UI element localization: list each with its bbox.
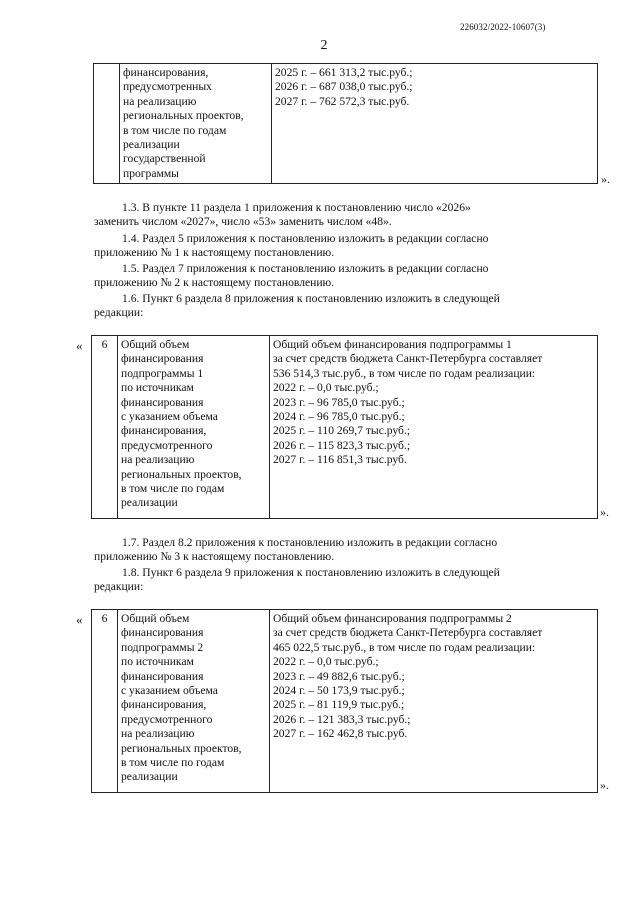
text-line: 465 022,5 тыс.руб., в том числе по годам реализации: xyxy=(273,640,536,654)
text-line: реализации xyxy=(121,770,178,784)
opening-quote: « xyxy=(76,612,83,627)
text-line: региональных проектов, xyxy=(123,109,244,123)
paragraph-text: редакции: xyxy=(94,306,144,319)
text-line: с указанием объема xyxy=(121,684,218,698)
paragraph xyxy=(94,292,598,320)
document-id: 226032/2022-10607(3) xyxy=(460,22,546,32)
text-line: государственной xyxy=(123,152,206,166)
number-cell: 6 xyxy=(92,610,118,793)
paragraph-text: редакции: xyxy=(94,580,144,593)
text-line: в том числе по годам xyxy=(123,123,227,137)
value-cell xyxy=(272,64,598,184)
description-cell xyxy=(120,64,272,184)
text-line: в том числе по годам xyxy=(121,756,225,770)
text-line: программы xyxy=(123,166,179,180)
text-line: 2023 г. – 96 785,0 тыс.руб.; xyxy=(273,395,405,409)
text-line: Общий объем финансирования подпрограммы 1 xyxy=(273,338,512,351)
table-subprogram-1 xyxy=(91,335,598,519)
text-line: на реализацию xyxy=(121,453,195,467)
text-line: финансирования, xyxy=(121,424,207,438)
text-line: 2025 г. – 110 269,7 тыс.руб.; xyxy=(273,424,411,438)
paragraph-text: 1.3. В пункте 11 раздела 1 приложения к постановлению число «2026» xyxy=(122,201,471,214)
number-cell xyxy=(94,64,120,184)
text-line: 2022 г. – 0,0 тыс.руб.; xyxy=(273,655,379,669)
paragraph xyxy=(94,262,598,290)
text-line: 2026 г. – 115 823,3 тыс.руб.; xyxy=(273,438,411,452)
closing-quote: ». xyxy=(601,172,610,186)
table-continuation xyxy=(93,63,598,184)
paragraph xyxy=(94,201,598,229)
opening-quote: « xyxy=(76,338,83,353)
text-line: региональных проектов, xyxy=(121,741,242,755)
text-line: 2027 г. – 116 851,3 тыс.руб. xyxy=(273,453,407,467)
text-line: за счет средств бюджета Санкт-Петербурга составляет xyxy=(273,626,543,640)
text-line: финансирования xyxy=(121,626,204,640)
text-line: 536 514,3 тыс.руб., в том числе по годам реализации: xyxy=(273,366,536,380)
text-line: 2024 г. – 96 785,0 тыс.руб.; xyxy=(273,410,405,424)
text-line: реализации xyxy=(123,138,180,152)
text-line: 2026 г. – 121 383,3 тыс.руб.; xyxy=(273,712,411,726)
text-line: на реализацию xyxy=(123,94,197,108)
text-line: финансирования xyxy=(121,669,204,683)
description-cell xyxy=(118,610,270,793)
text-line: по источникам xyxy=(121,381,194,395)
text-line: Общий объем xyxy=(121,338,190,351)
table-subprogram-2 xyxy=(91,609,598,793)
text-line: 2023 г. – 49 882,6 тыс.руб.; xyxy=(273,669,405,683)
closing-quote: ». xyxy=(600,778,609,792)
text-line: предусмотренного xyxy=(121,438,213,452)
paragraph-text: заменить числом «2027», число «53» заменить числом «48». xyxy=(94,215,392,228)
text-line: предусмотренных xyxy=(123,80,212,94)
paragraph-text: 1.7. Раздел 8.2 приложения к постановлению изложить в редакции согласно xyxy=(122,536,498,549)
text-line: в том числе по годам xyxy=(121,482,225,496)
text-line: с указанием объема xyxy=(121,410,218,424)
paragraph-text: 1.5. Раздел 7 приложения к постановлению изложить в редакции согласно xyxy=(122,262,489,275)
text-line: за счет средств бюджета Санкт-Петербурга составляет xyxy=(273,352,543,366)
text-line: финансирования xyxy=(121,352,204,366)
text-line: 2025 г. – 661 313,2 тыс.руб.; xyxy=(275,66,413,79)
text-line: 2025 г. – 81 119,9 тыс.руб.; xyxy=(273,698,405,712)
text-line: реализации xyxy=(121,496,178,510)
text-line: подпрограммы 2 xyxy=(121,640,204,654)
text-line: на реализацию xyxy=(121,727,195,741)
text-line: Общий объем финансирования подпрограммы 2 xyxy=(273,612,512,625)
paragraph-text: 1.6. Пункт 6 раздела 8 приложения к постановлению изложить в следующей xyxy=(122,292,500,305)
paragraph-text: приложению № 3 к настоящему постановлению. xyxy=(94,550,335,563)
number-cell: 6 xyxy=(92,336,118,519)
text-line: финансирования xyxy=(121,395,204,409)
value-cell xyxy=(270,336,598,519)
paragraph xyxy=(94,536,598,564)
paragraph-text: приложению № 1 к настоящему постановлению. xyxy=(94,246,335,259)
text-line: предусмотренного xyxy=(121,712,213,726)
text-line: 2027 г. – 762 572,3 тыс.руб. xyxy=(275,94,410,108)
closing-quote: ». xyxy=(600,505,609,519)
page-number: 2 xyxy=(320,38,328,53)
text-line: Общий объем xyxy=(121,612,190,625)
text-line: региональных проектов, xyxy=(121,467,242,481)
text-line: 2027 г. – 162 462,8 тыс.руб. xyxy=(273,727,408,741)
paragraph-text: 1.8. Пункт 6 раздела 9 приложения к постановлению изложить в следующей xyxy=(122,566,500,579)
text-line: по источникам xyxy=(121,655,194,669)
paragraph xyxy=(94,566,598,594)
value-cell xyxy=(270,610,598,793)
text-line: 2022 г. – 0,0 тыс.руб.; xyxy=(273,381,379,395)
description-cell xyxy=(118,336,270,519)
paragraph-text: 1.4. Раздел 5 приложения к постановлению изложить в редакции согласно xyxy=(122,232,489,245)
text-line: 2024 г. – 50 173,9 тыс.руб.; xyxy=(273,684,405,698)
text-line: финансирования, xyxy=(123,66,209,79)
text-line: подпрограммы 1 xyxy=(121,366,204,380)
text-line: 2026 г. – 687 038,0 тыс.руб.; xyxy=(275,80,413,94)
paragraph xyxy=(94,232,598,260)
text-line: финансирования, xyxy=(121,698,207,712)
paragraph-text: приложению № 2 к настоящему постановлению. xyxy=(94,276,335,289)
